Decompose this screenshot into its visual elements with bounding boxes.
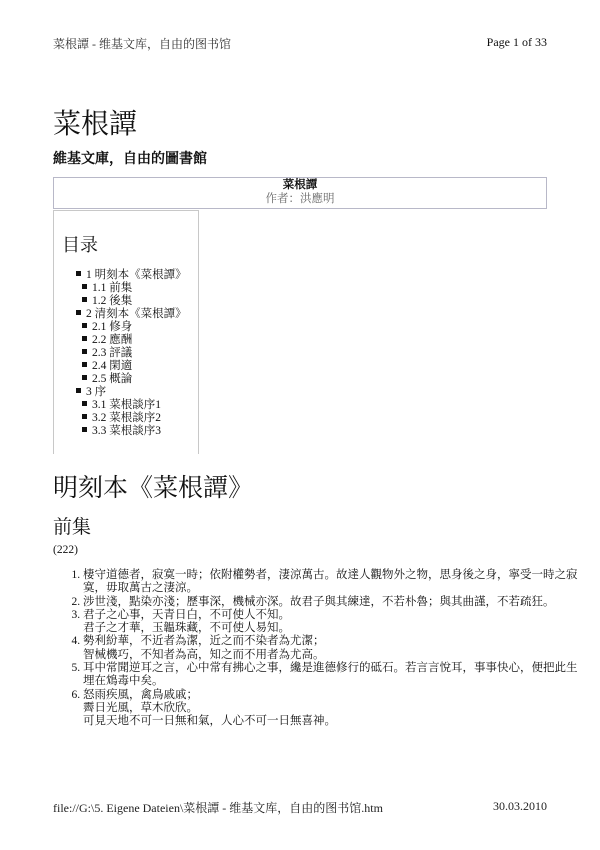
page-number: Page 1 of 33 — [486, 35, 547, 49]
toc-link[interactable]: 2.5 概論 — [92, 373, 133, 385]
toc-item[interactable] — [54, 386, 198, 399]
aphorism-line: 4. 勢利紛華，不近者為潔，近之而不染者為尤潔； — [83, 635, 325, 648]
bullet-icon — [82, 297, 87, 302]
aphorism-item — [83, 662, 583, 689]
toc-subitem[interactable] — [54, 399, 198, 412]
toc-item[interactable] — [54, 308, 198, 321]
header-title: 菜根譚 - 维基文库，自由的图书馆 — [53, 37, 231, 51]
print-footer — [53, 799, 547, 816]
toc-heading: 目录 — [62, 235, 98, 255]
infobox-author: 作者：洪應明 — [265, 193, 335, 205]
bullet-icon — [76, 310, 81, 315]
toc-link[interactable]: 2.2 應酬 — [92, 334, 133, 346]
aphorism-line: 1. 棲守道德者，寂寞一時；依附權勢者，淒涼萬古。故達人觀物外之物，思身後之身，寧受一時之寂寞，毋取萬古之淒涼。 — [83, 569, 578, 595]
bullet-icon — [82, 401, 87, 406]
bullet-icon — [82, 349, 87, 354]
toc-link[interactable]: 1.1 前集 — [92, 282, 133, 294]
toc-subitem[interactable] — [54, 347, 198, 360]
bullet-icon — [82, 414, 87, 419]
aphorism-item — [83, 635, 583, 662]
aphorism-line: 可見天地不可一日無和氣，人心不可一日無喜神。 — [83, 715, 336, 728]
item-count: (222) — [53, 544, 78, 556]
toc-subitem[interactable] — [54, 360, 198, 373]
toc-subitem[interactable] — [54, 425, 198, 438]
aphorism-list — [53, 569, 583, 729]
bullet-icon — [82, 427, 87, 432]
toc-link[interactable]: 2 清刻本《菜根譚》 — [86, 308, 187, 320]
bullet-icon — [82, 323, 87, 328]
aphorism-line: 3. 君子之心事，天青日白，不可使人不知。 — [83, 608, 290, 621]
toc-link[interactable]: 1 明刻本《菜根譚》 — [86, 269, 187, 281]
header-infobox — [53, 177, 547, 209]
aphorism-item — [83, 569, 583, 596]
toc-item[interactable] — [54, 269, 198, 282]
bullet-icon — [82, 375, 87, 380]
toc-subitem[interactable] — [54, 282, 198, 295]
file-path: file://G:\5. Eigene Dateien\菜根譚 - 维基文库，自由的图书馆.htm — [53, 801, 383, 815]
aphorism-line: 君子之才華，玉韞珠藏，不可使人易知。 — [83, 622, 290, 635]
aphorism-item — [83, 689, 583, 729]
toc-link[interactable]: 1.2 後集 — [92, 295, 133, 307]
toc-link[interactable]: 2.3 評議 — [92, 347, 133, 359]
bullet-icon — [82, 362, 87, 367]
page-title: 菜根譚 — [53, 108, 138, 139]
subsection-heading: 前集 — [53, 517, 92, 538]
toc-subitem[interactable] — [54, 295, 198, 308]
toc-subitem[interactable] — [54, 412, 198, 425]
page-subtitle: 維基文庫，自由的圖書館 — [53, 150, 207, 166]
aphorism-line: 智械機巧，不知者為高，知之而不用者為尤高。 — [83, 648, 325, 661]
print-date: 30.03.2010 — [493, 799, 547, 813]
toc-link[interactable]: 2.4 閑適 — [92, 360, 133, 372]
toc-link[interactable]: 3.3 菜根談序3 — [92, 425, 161, 437]
toc-subitem[interactable] — [54, 373, 198, 386]
aphorism-line: 6. 怒雨疾風，禽鳥戚戚； — [83, 688, 198, 701]
bullet-icon — [76, 271, 81, 276]
bullet-icon — [82, 284, 87, 289]
toc-link[interactable]: 3 序 — [86, 386, 107, 398]
toc-link[interactable]: 2.1 修身 — [92, 321, 133, 333]
toc-link[interactable]: 3.1 菜根談序1 — [92, 399, 161, 411]
section-heading: 明刻本《菜根譚》 — [53, 474, 254, 502]
toc-subitem[interactable] — [54, 321, 198, 334]
infobox-title: 菜根譚 — [282, 179, 318, 191]
aphorism-item — [83, 609, 583, 636]
aphorism-line: 霽日光風，草木欣欣。 — [83, 701, 198, 714]
toc-subitem[interactable] — [54, 334, 198, 347]
aphorism-line: 5. 耳中常聞逆耳之言，心中常有拂心之事，纔是進德修行的砥石。若言言悅耳，事事快心，便把此生埋在鴆毒中矣。 — [83, 662, 578, 688]
table-of-contents — [53, 210, 199, 454]
bullet-icon — [76, 388, 81, 393]
aphorism-line: 2. 涉世淺，點染亦淺；歷事深，機械亦深。故君子與其練達，不若朴魯；與其曲謹，不若疏狂。 — [83, 595, 555, 608]
bullet-icon — [82, 336, 87, 341]
aphorism-item — [83, 596, 583, 609]
toc-link[interactable]: 3.2 菜根談序2 — [92, 412, 161, 424]
toc-list — [54, 269, 198, 438]
print-header — [53, 35, 547, 52]
